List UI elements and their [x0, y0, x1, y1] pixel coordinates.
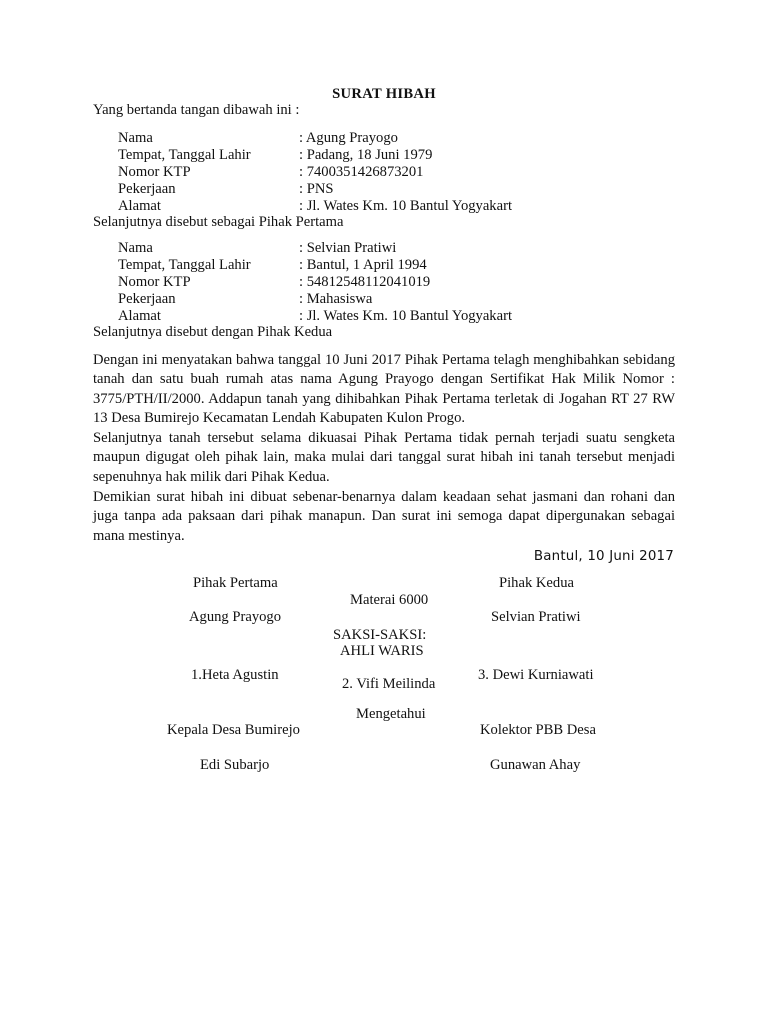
party-1-name-label: Nama [118, 130, 153, 146]
party-1-sign-title: Pihak Pertama [193, 575, 278, 591]
paragraph-hibah-statement [93, 351, 675, 428]
party-2-name-value: : Selvian Pratiwi [299, 240, 397, 256]
witness-3-name: 3. Dewi Kurniawati [478, 667, 594, 683]
witness-1-name: 1.Heta Agustin [191, 667, 279, 683]
party-2-birth-value: : Bantul, 1 April 1994 [299, 257, 427, 273]
acknowledged-label: Mengetahui [356, 706, 426, 722]
party-2-address-value: : Jl. Wates Km. 10 Bantul Yogyakart [299, 308, 512, 324]
village-head-name: Edi Subarjo [200, 757, 270, 773]
stamp-label: Materai 6000 [350, 592, 429, 608]
party-1-birth-value: : Padang, 18 Juni 1979 [299, 147, 433, 163]
party-1-address-label: Alamat [118, 198, 161, 214]
party-2-note: Selanjutnya disebut dengan Pihak Kedua [93, 324, 333, 340]
paragraph-text: Dengan ini menyatakan bahwa tanggal 10 Juni 2017 Pihak Pertama telagh menghibahkan sebidang tanah dan satu buah rumah atas nama Agung Prayogo dengan Sertifikat Hak Milik Nomor : 3775/PTH/II/2000. Addapun tanah yang dihibahkan Pihak Pertama terletak di Jogahan RT 27 RW 13 Desa Bumirejo Kecamatan Lendah Kabupaten Kulon Progo. [93, 352, 675, 426]
paragraph-text: Selanjutnya tanah tersebut selama dikuasai Pihak Pertama tidak pernah terjadi suatu sengketa maupun digugat oleh pihak lain, maka mulai dari tanggal surat hibah ini tanah tersebut menjadi sepenuhnya hak milik dari Pihak Kedua. [93, 430, 675, 485]
party-2-ktp-value: : 54812548112041019 [299, 274, 431, 290]
tax-collector-name: Gunawan Ahay [490, 757, 581, 773]
village-head-title: Kepala Desa Bumirejo [167, 722, 300, 738]
party-1-job-label: Pekerjaan [118, 181, 176, 197]
party-2-sign-title: Pihak Kedua [499, 575, 574, 591]
intro-text: Yang bertanda tangan dibawah ini : [93, 102, 300, 118]
party-2-sign-name: Selvian Pratiwi [491, 609, 581, 625]
party-2-birth-label: Tempat, Tanggal Lahir [118, 257, 251, 273]
party-2-job-value: : Mahasiswa [299, 291, 373, 307]
party-1-address-value: : Jl. Wates Km. 10 Bantul Yogyakart [299, 198, 512, 214]
party-1-note: Selanjutnya disebut sebagai Pihak Pertama [93, 214, 344, 230]
witness-heading: SAKSI-SAKSI: [333, 627, 427, 643]
witness-2-name: 2. Vifi Meilinda [342, 676, 436, 692]
party-2-name-label: Nama [118, 240, 153, 256]
paragraph-closing [93, 488, 675, 546]
paragraph-text: Demikian surat hibah ini dibuat sebenar-benarnya dalam keadaan sehat jasmani dan rohani dan juga tanpa ada paksaan dari pihak manapun. Dan surat ini semoga dapat dipergunakan sebagai mana mestinya. [93, 489, 675, 544]
letter-date: Bantul, 10 Juni 2017 [533, 549, 674, 564]
party-1-birth-label: Tempat, Tanggal Lahir [118, 147, 251, 163]
party-2-address-label: Alamat [118, 308, 161, 324]
heirs-heading: AHLI WARIS [340, 643, 424, 659]
party-1-ktp-label: Nomor KTP [118, 164, 191, 180]
party-1-sign-name: Agung Prayogo [189, 609, 282, 625]
tax-collector-title: Kolektor PBB Desa [480, 722, 596, 738]
party-2-job-label: Pekerjaan [118, 291, 176, 307]
party-1-job-value: : PNS [299, 181, 334, 197]
party-1-name-value: : Agung Prayogo [299, 130, 398, 146]
paragraph-land-status [93, 429, 675, 487]
party-1-ktp-value: : 7400351426873201 [299, 164, 424, 180]
party-2-ktp-label: Nomor KTP [118, 274, 191, 290]
letter-title: SURAT HIBAH [332, 86, 436, 102]
